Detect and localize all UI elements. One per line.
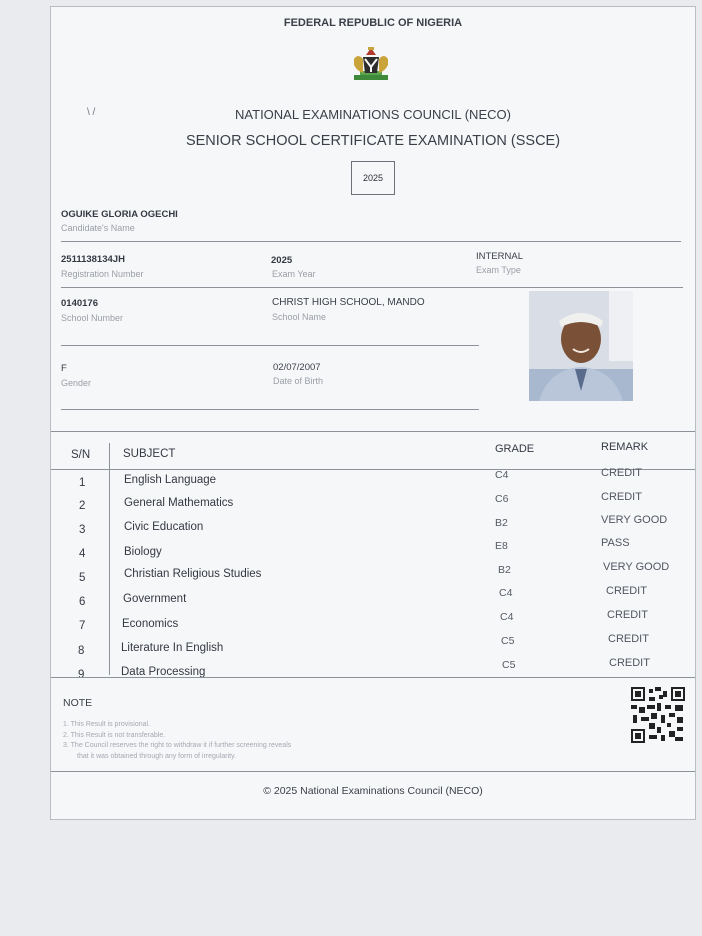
note-title: NOTE	[63, 697, 93, 709]
row-subject: Christian Religious Studies	[124, 568, 262, 580]
divider	[61, 287, 683, 288]
row-remark: CREDIT	[606, 585, 647, 597]
row-remark: PASS	[601, 537, 630, 549]
exam-year-box: 2025	[351, 161, 395, 195]
row-sn: 9	[78, 669, 85, 681]
row-subject: Literature In English	[121, 642, 224, 654]
row-subject: Data Processing	[121, 666, 206, 678]
gender: F	[61, 363, 67, 374]
row-subject: Civic Education	[124, 521, 204, 533]
column-header-grade: GRADE	[495, 443, 535, 455]
candidate-name: OGUIKE GLORIA OGECHI	[61, 209, 178, 220]
row-grade: C5	[502, 659, 516, 671]
coat-of-arms-icon	[346, 45, 396, 87]
copyright-footer: © 2025 National Examinations Council (NECO)	[263, 785, 483, 797]
note-item: 3. The Council reserves the right to withdraw it if further screening reveals	[63, 742, 292, 749]
row-remark: CREDIT	[607, 609, 648, 621]
row-grade: C5	[501, 635, 515, 647]
exam-year-label: Exam Year	[272, 269, 316, 279]
column-header-remark: REMARK	[601, 441, 649, 453]
row-subject: Biology	[124, 546, 162, 558]
country-title: FEDERAL REPUBLIC OF NIGERIA	[283, 17, 463, 29]
row-remark: CREDIT	[601, 467, 642, 479]
registration-number-label: Registration Number	[61, 269, 144, 279]
divider	[61, 241, 681, 242]
school-name: CHRIST HIGH SCHOOL, MANDO	[272, 297, 425, 308]
council-title: NATIONAL EXAMINATIONS COUNCIL (NECO)	[235, 107, 511, 122]
gender-label: Gender	[61, 378, 92, 388]
row-sn: 3	[79, 524, 86, 536]
row-grade: B2	[498, 564, 511, 576]
row-grade: C6	[495, 493, 509, 505]
row-remark: VERY GOOD	[603, 561, 670, 573]
exam-type: INTERNAL	[476, 251, 523, 262]
note-item: 1. This Result is provisional.	[63, 721, 151, 728]
row-remark: VERY GOOD	[601, 514, 668, 526]
row-sn: 2	[79, 500, 86, 512]
note-item: 2. This Result is not transferable.	[63, 732, 166, 739]
column-divider	[109, 443, 110, 675]
candidate-name-label: Candidate's Name	[61, 223, 135, 233]
candidate-photo	[529, 291, 633, 401]
row-sn: 6	[79, 596, 86, 608]
row-grade: B2	[495, 517, 508, 529]
row-sn: 5	[79, 572, 86, 584]
exam-year: 2025	[271, 255, 293, 266]
divider	[61, 345, 479, 346]
date-of-birth: 02/07/2007	[273, 362, 321, 373]
date-of-birth-label: Date of Birth	[273, 376, 324, 386]
divider	[51, 431, 695, 432]
school-name-label: School Name	[272, 312, 327, 322]
column-header-subject: SUBJECT	[123, 448, 176, 460]
row-remark: CREDIT	[601, 491, 642, 503]
handwritten-marks: \ /	[87, 107, 96, 118]
row-remark: CREDIT	[609, 657, 650, 669]
row-sn: 1	[79, 477, 86, 489]
result-sheet	[50, 6, 696, 820]
row-sn: 7	[79, 620, 86, 632]
registration-number: 2511138134JH	[61, 254, 125, 265]
row-grade: E8	[495, 540, 508, 552]
row-subject: Government	[123, 593, 187, 605]
row-subject: General Mathematics	[124, 497, 234, 509]
row-grade: C4	[499, 587, 513, 599]
row-sn: 4	[79, 548, 86, 560]
qr-code-icon	[631, 687, 685, 743]
divider	[61, 409, 479, 410]
row-grade: C4	[495, 469, 509, 481]
divider	[51, 469, 695, 470]
row-sn: 8	[78, 645, 85, 657]
note-item: that it was obtained through any form of irregularity.	[77, 753, 237, 760]
row-remark: CREDIT	[608, 633, 649, 645]
row-grade: C4	[500, 611, 514, 623]
divider	[51, 771, 695, 772]
row-subject: Economics	[122, 618, 179, 630]
column-header-sn: S/N	[71, 449, 91, 461]
school-number-label: School Number	[61, 313, 124, 323]
exam-title: SENIOR SCHOOL CERTIFICATE EXAMINATION (SSCE)	[185, 133, 561, 149]
school-number: 0140176	[61, 298, 98, 309]
divider	[51, 677, 695, 678]
row-subject: English Language	[124, 474, 217, 486]
exam-type-label: Exam Type	[476, 265, 521, 275]
